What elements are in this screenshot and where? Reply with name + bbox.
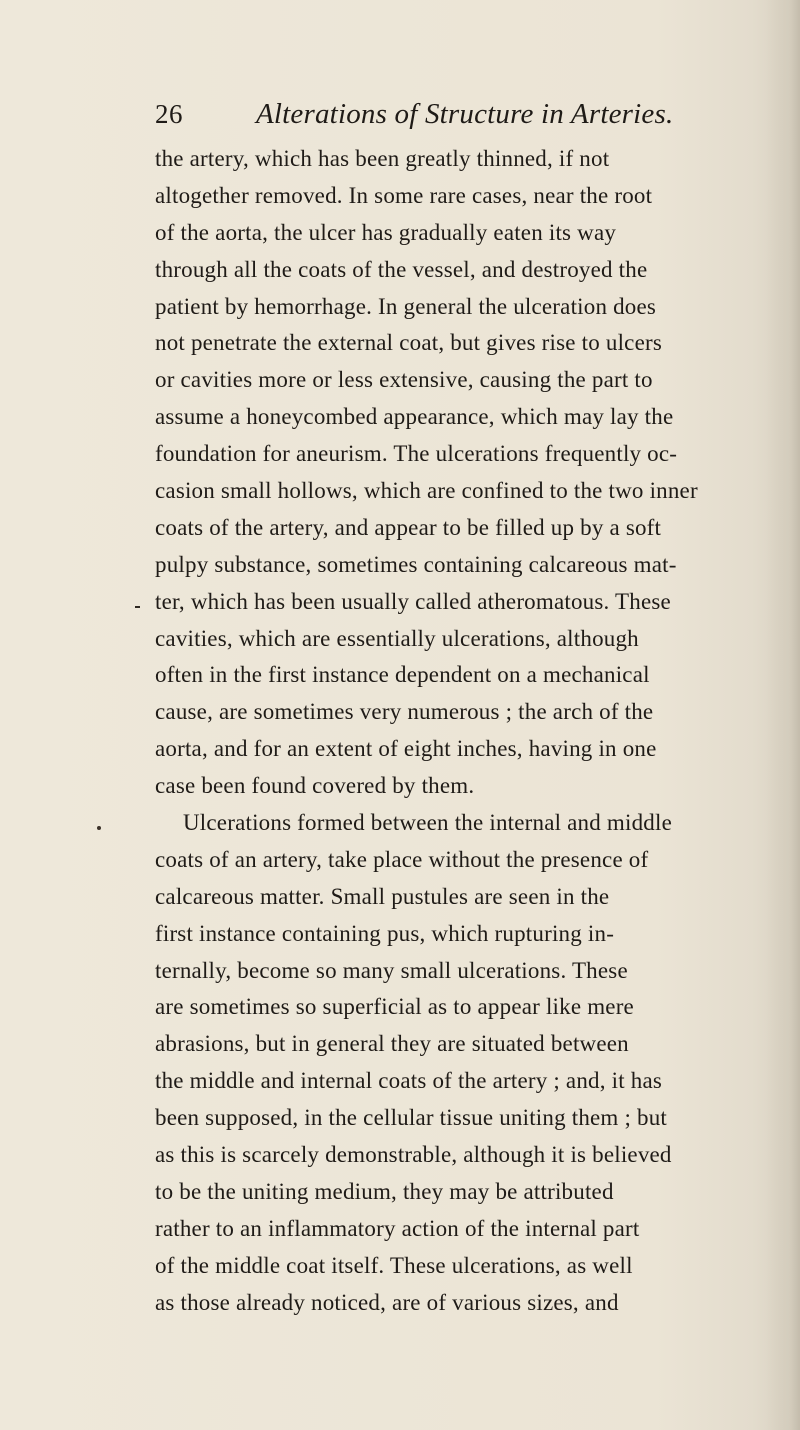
text-line-22: first instance containing pus, which rupturing in- — [155, 920, 615, 946]
text-line-6: not penetrate the external coat, but gives rise to ulcers — [155, 330, 662, 356]
text-line-17: aorta, and for an extent of eight inches, having in one — [155, 736, 657, 762]
text-line-14: cavities, which are essentially ulcerations, although — [155, 625, 639, 651]
text-line-21: calcareous matter. Small pustules are seen in the — [155, 883, 610, 909]
text-line-30: rather to an inflammatory action of the internal part — [155, 1215, 640, 1241]
text-line-24: are sometimes so superficial as to appear like mere — [155, 994, 634, 1020]
margin-mark — [97, 826, 101, 830]
text-line-11: coats of the artery, and appear to be filled up by a soft — [155, 514, 662, 540]
text-line-29: to be the uniting medium, they may be attributed — [155, 1178, 614, 1204]
text-line-15: often in the first instance dependent on a mechanical — [155, 662, 650, 688]
text-line-1: the artery, which has been greatly thinned, if not — [155, 146, 610, 171]
text-line-2: altogether removed. In some rare cases, near the root — [155, 182, 653, 208]
text-line-20: coats of an artery, take place without the presence of — [155, 846, 649, 872]
text-line-4: through all the coats of the vessel, and destroyed the — [155, 256, 648, 282]
text-line-8: assume a honeycombed appearance, which may lay the — [155, 404, 674, 430]
text-line-25: abrasions, but in general they are situated between — [155, 1031, 629, 1057]
text-line-31: of the middle coat itself. These ulcerations, as well — [155, 1252, 633, 1278]
margin-dot — [135, 606, 140, 608]
text-line-28: as this is scarcely demonstrable, although it is believed — [155, 1142, 672, 1168]
text-line-7: or cavities more or less extensive, causing the part to — [155, 367, 653, 393]
text-line-23: ternally, become so many small ulcerations. These — [155, 957, 628, 983]
text-line-3: of the aorta, the ulcer has gradually eaten its way — [155, 219, 617, 245]
text-line-10: casion small hollows, which are confined to the two inner — [155, 478, 698, 504]
body-text — [155, 141, 780, 1322]
running-title: Alterations of Structure in Arteries. — [256, 98, 674, 130]
page-number: 26 — [155, 99, 183, 129]
paragraph-start-line: Ulcerations formed between the internal and middle — [183, 810, 672, 836]
text-line-5: patient by hemorrhage. In general the ulceration does — [155, 293, 657, 319]
text-line-18: case been found covered by them. — [155, 773, 475, 799]
text-line-12: pulpy substance, sometimes containing calcareous mat- — [155, 551, 677, 577]
text-line-27: been supposed, in the cellular tissue uniting them ; but — [155, 1105, 668, 1131]
text-line-9: foundation for aneurism. The ulcerations frequently oc- — [155, 441, 678, 467]
text-line-32: as those already noticed, are of various sizes, and — [155, 1289, 619, 1315]
text-line-16: cause, are sometimes very numerous ; the arch of the — [155, 699, 654, 725]
text-line-26: the middle and internal coats of the artery ; and, it has — [155, 1068, 663, 1094]
text-line-13: ter, which has been usually called atheromatous. These — [155, 588, 671, 614]
page-edge-shadow — [766, 0, 800, 1430]
page-header — [155, 96, 765, 136]
